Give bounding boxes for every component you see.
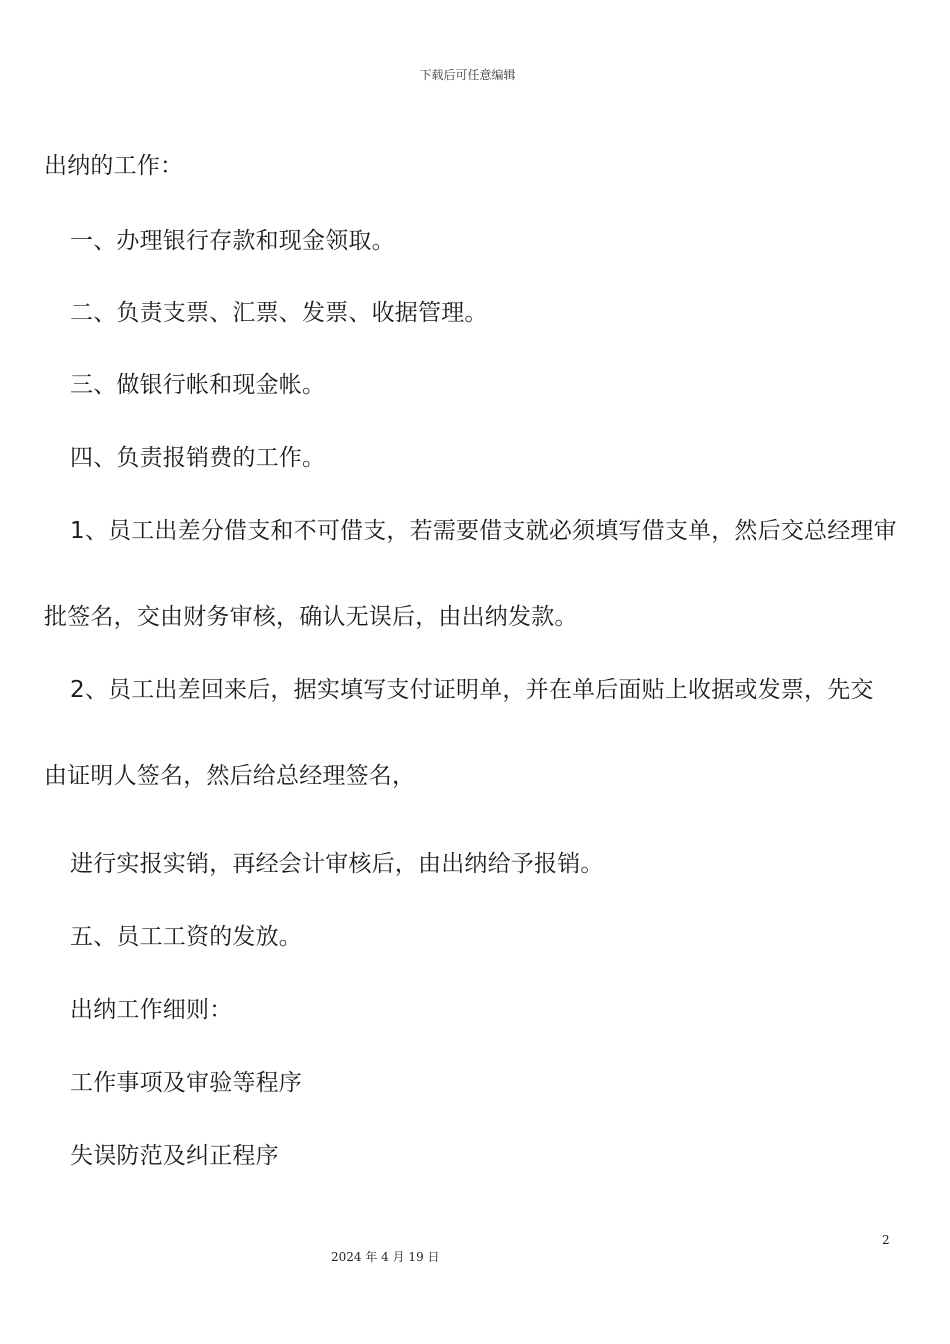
section-title: 出纳的工作： — [44, 153, 184, 179]
section-title: 出纳工作细则： — [70, 997, 233, 1023]
header-note: 下载后可任意编辑 — [419, 68, 516, 82]
list-item: 四、负责报销费的工作。 — [70, 445, 326, 471]
paragraph-line: 由证明人签名，然后给总经理签名， — [44, 763, 416, 789]
paragraph-line: 1、员工出差分借支和不可借支，若需要借支就必须填写借支单，然后交总经理审 — [70, 518, 897, 544]
list-item: 二、负责支票、汇票、发票、收据管理。 — [70, 300, 488, 326]
list-item: 工作事项及审验等程序 — [70, 1070, 302, 1096]
footer-date: 2024 年 4 月 19 日 — [331, 1250, 440, 1264]
list-item: 一、办理银行存款和现金领取。 — [70, 228, 395, 254]
list-item: 五、员工工资的发放。 — [70, 924, 302, 950]
paragraph-line: 批签名，交由财务审核，确认无误后，由出纳发款。 — [44, 604, 578, 630]
page-number: 2 — [882, 1233, 890, 1247]
list-item: 三、做银行帐和现金帐。 — [70, 372, 326, 398]
paragraph-line: 进行实报实销，再经会计审核后，由出纳给予报销。 — [70, 851, 604, 877]
list-item: 失误防范及纠正程序 — [70, 1143, 279, 1169]
paragraph-line: 2、员工出差回来后，据实填写支付证明单，并在单后面贴上收据或发票，先交 — [70, 677, 874, 703]
